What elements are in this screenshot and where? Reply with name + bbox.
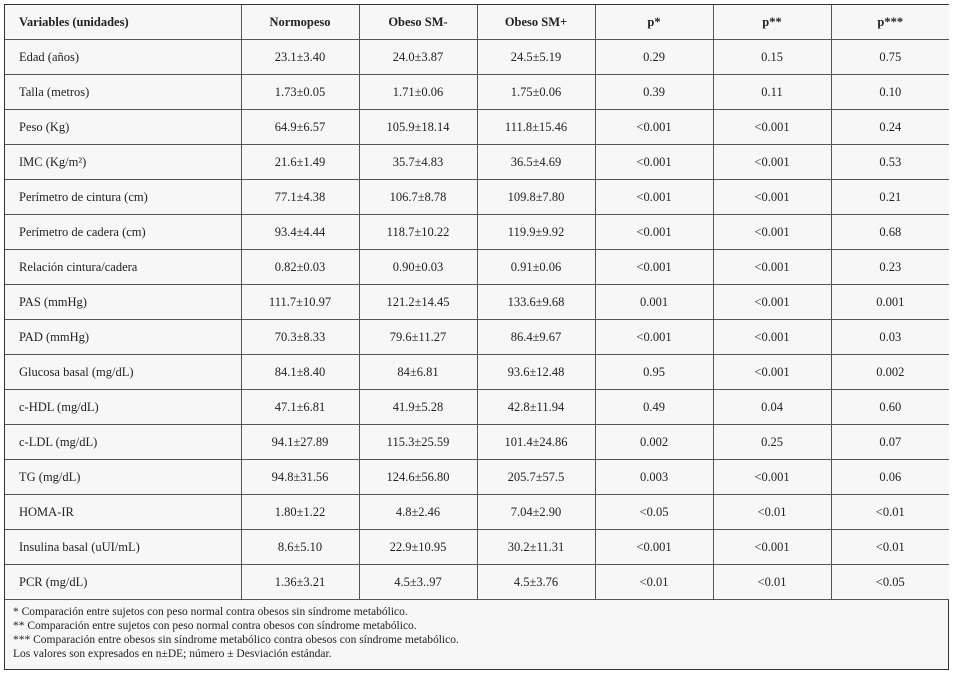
- table-cell: 105.9±18.14: [359, 110, 477, 145]
- table-cell: 1.75±0.06: [477, 75, 595, 110]
- row-label: PAS (mmHg): [5, 285, 241, 320]
- table-cell: 93.6±12.48: [477, 355, 595, 390]
- table-cell: 0.68: [831, 215, 949, 250]
- table-cell: 24.5±5.19: [477, 40, 595, 75]
- table-cell: <0.001: [595, 320, 713, 355]
- table-cell: 0.002: [595, 425, 713, 460]
- table-frame: [4, 4, 949, 670]
- table-cell: 7.04±2.90: [477, 495, 595, 530]
- table-cell: 0.001: [595, 285, 713, 320]
- row-label: HOMA-IR: [5, 495, 241, 530]
- table-cell: 0.29: [595, 40, 713, 75]
- table-cell: 0.15: [713, 40, 831, 75]
- table-row: [5, 75, 949, 110]
- column-header: Normopeso: [241, 5, 359, 40]
- table-cell: 22.9±10.95: [359, 530, 477, 565]
- data-table: [5, 5, 949, 600]
- column-header: p*: [595, 5, 713, 40]
- table-row: [5, 460, 949, 495]
- table-row: [5, 495, 949, 530]
- table-cell: 0.91±0.06: [477, 250, 595, 285]
- table-cell: <0.001: [713, 180, 831, 215]
- table-cell: 4.8±2.46: [359, 495, 477, 530]
- table-cell: 0.75: [831, 40, 949, 75]
- footnotes: [5, 600, 948, 661]
- table-cell: 119.9±9.92: [477, 215, 595, 250]
- table-cell: 133.6±9.68: [477, 285, 595, 320]
- table-cell: <0.001: [713, 355, 831, 390]
- row-label: Glucosa basal (mg/dL): [5, 355, 241, 390]
- row-label: Perímetro de cadera (cm): [5, 215, 241, 250]
- table-cell: 94.8±31.56: [241, 460, 359, 495]
- table-cell: <0.001: [713, 110, 831, 145]
- row-label: TG (mg/dL): [5, 460, 241, 495]
- table-cell: 0.60: [831, 390, 949, 425]
- row-label: Insulina basal (uUI/mL): [5, 530, 241, 565]
- table-cell: <0.001: [713, 250, 831, 285]
- table-row: [5, 355, 949, 390]
- table-cell: <0.001: [595, 110, 713, 145]
- table-cell: <0.001: [713, 320, 831, 355]
- table-row: [5, 215, 949, 250]
- table-cell: 0.002: [831, 355, 949, 390]
- row-label: PAD (mmHg): [5, 320, 241, 355]
- table-cell: 93.4±4.44: [241, 215, 359, 250]
- table-cell: 30.2±11.31: [477, 530, 595, 565]
- table-cell: <0.001: [595, 250, 713, 285]
- table-cell: 0.95: [595, 355, 713, 390]
- table-cell: 0.23: [831, 250, 949, 285]
- table-row: [5, 390, 949, 425]
- table-cell: 84±6.81: [359, 355, 477, 390]
- row-label: Relación cintura/cadera: [5, 250, 241, 285]
- row-label: IMC (Kg/m²): [5, 145, 241, 180]
- table-cell: <0.001: [713, 145, 831, 180]
- row-label: Talla (metros): [5, 75, 241, 110]
- table-row: [5, 110, 949, 145]
- table-row: [5, 320, 949, 355]
- column-header: p***: [831, 5, 949, 40]
- row-label: Edad (años): [5, 40, 241, 75]
- row-label: PCR (mg/dL): [5, 565, 241, 600]
- row-label: Perímetro de cintura (cm): [5, 180, 241, 215]
- table-cell: 64.9±6.57: [241, 110, 359, 145]
- column-header: p**: [713, 5, 831, 40]
- table-cell: 84.1±8.40: [241, 355, 359, 390]
- table-cell: 77.1±4.38: [241, 180, 359, 215]
- table-cell: 79.6±11.27: [359, 320, 477, 355]
- row-label: Peso (Kg): [5, 110, 241, 145]
- table-cell: 111.7±10.97: [241, 285, 359, 320]
- table-row: [5, 250, 949, 285]
- table-cell: 0.07: [831, 425, 949, 460]
- table-cell: 35.7±4.83: [359, 145, 477, 180]
- table-cell: <0.05: [831, 565, 949, 600]
- table-cell: <0.01: [831, 530, 949, 565]
- table-cell: <0.01: [713, 565, 831, 600]
- table-cell: 0.82±0.03: [241, 250, 359, 285]
- table-cell: 70.3±8.33: [241, 320, 359, 355]
- row-label: c-HDL (mg/dL): [5, 390, 241, 425]
- table-cell: 0.003: [595, 460, 713, 495]
- table-cell: 0.25: [713, 425, 831, 460]
- column-header: Variables (unidades): [5, 5, 241, 40]
- table-cell: <0.05: [595, 495, 713, 530]
- table-cell: 1.73±0.05: [241, 75, 359, 110]
- table-cell: <0.001: [595, 145, 713, 180]
- table-cell: <0.01: [713, 495, 831, 530]
- table-row: [5, 425, 949, 460]
- table-cell: 0.11: [713, 75, 831, 110]
- table-cell: 0.21: [831, 180, 949, 215]
- table-cell: <0.001: [595, 530, 713, 565]
- table-cell: <0.001: [595, 215, 713, 250]
- table-cell: 47.1±6.81: [241, 390, 359, 425]
- table-row: [5, 530, 949, 565]
- table-cell: <0.001: [713, 460, 831, 495]
- table-cell: 36.5±4.69: [477, 145, 595, 180]
- table-cell: 1.71±0.06: [359, 75, 477, 110]
- table-row: [5, 40, 949, 75]
- footnote-line: Los valores son expresados en n±DE; número ± Desviación estándar.: [13, 648, 332, 660]
- table-cell: <0.001: [713, 530, 831, 565]
- table-cell: 4.5±3.76: [477, 565, 595, 600]
- table-cell: 0.03: [831, 320, 949, 355]
- table-cell: 24.0±3.87: [359, 40, 477, 75]
- table-cell: 0.39: [595, 75, 713, 110]
- table-cell: 0.001: [831, 285, 949, 320]
- table-cell: <0.001: [713, 285, 831, 320]
- table-cell: 23.1±3.40: [241, 40, 359, 75]
- table-cell: 0.49: [595, 390, 713, 425]
- table-cell: 118.7±10.22: [359, 215, 477, 250]
- table-row: [5, 145, 949, 180]
- table-cell: 121.2±14.45: [359, 285, 477, 320]
- header-row: [5, 5, 949, 40]
- table-cell: 1.36±3.21: [241, 565, 359, 600]
- table-cell: 106.7±8.78: [359, 180, 477, 215]
- table-cell: 111.8±15.46: [477, 110, 595, 145]
- footnote-line: * Comparación entre sujetos con peso normal contra obesos sin síndrome metabólico.: [13, 606, 408, 618]
- footnote-line: ** Comparación entre sujetos con peso normal contra obesos con síndrome metabólico.: [13, 620, 417, 632]
- table-body: [5, 40, 949, 600]
- table-cell: 86.4±9.67: [477, 320, 595, 355]
- table-cell: 115.3±25.59: [359, 425, 477, 460]
- table-cell: 0.90±0.03: [359, 250, 477, 285]
- footnote-line: *** Comparación entre obesos sin síndrome metabólico contra obesos con síndrome metabólico.: [13, 634, 459, 646]
- table-cell: 0.10: [831, 75, 949, 110]
- table-cell: 109.8±7.80: [477, 180, 595, 215]
- table-cell: <0.01: [831, 495, 949, 530]
- table-cell: 0.24: [831, 110, 949, 145]
- column-header: Obeso SM-: [359, 5, 477, 40]
- table-cell: 8.6±5.10: [241, 530, 359, 565]
- table-cell: 21.6±1.49: [241, 145, 359, 180]
- table-cell: 0.06: [831, 460, 949, 495]
- table-row: [5, 285, 949, 320]
- table-cell: 1.80±1.22: [241, 495, 359, 530]
- table-cell: 94.1±27.89: [241, 425, 359, 460]
- table-cell: 205.7±57.5: [477, 460, 595, 495]
- table-cell: <0.001: [595, 180, 713, 215]
- row-label: c-LDL (mg/dL): [5, 425, 241, 460]
- table-cell: 41.9±5.28: [359, 390, 477, 425]
- table-cell: 42.8±11.94: [477, 390, 595, 425]
- table-cell: 0.53: [831, 145, 949, 180]
- table-cell: <0.001: [713, 215, 831, 250]
- table-cell: 0.04: [713, 390, 831, 425]
- table-row: [5, 180, 949, 215]
- table-cell: 101.4±24.86: [477, 425, 595, 460]
- table-cell: 4.5±3..97: [359, 565, 477, 600]
- column-header: Obeso SM+: [477, 5, 595, 40]
- table-cell: <0.01: [595, 565, 713, 600]
- table-cell: 124.6±56.80: [359, 460, 477, 495]
- table-row: [5, 565, 949, 600]
